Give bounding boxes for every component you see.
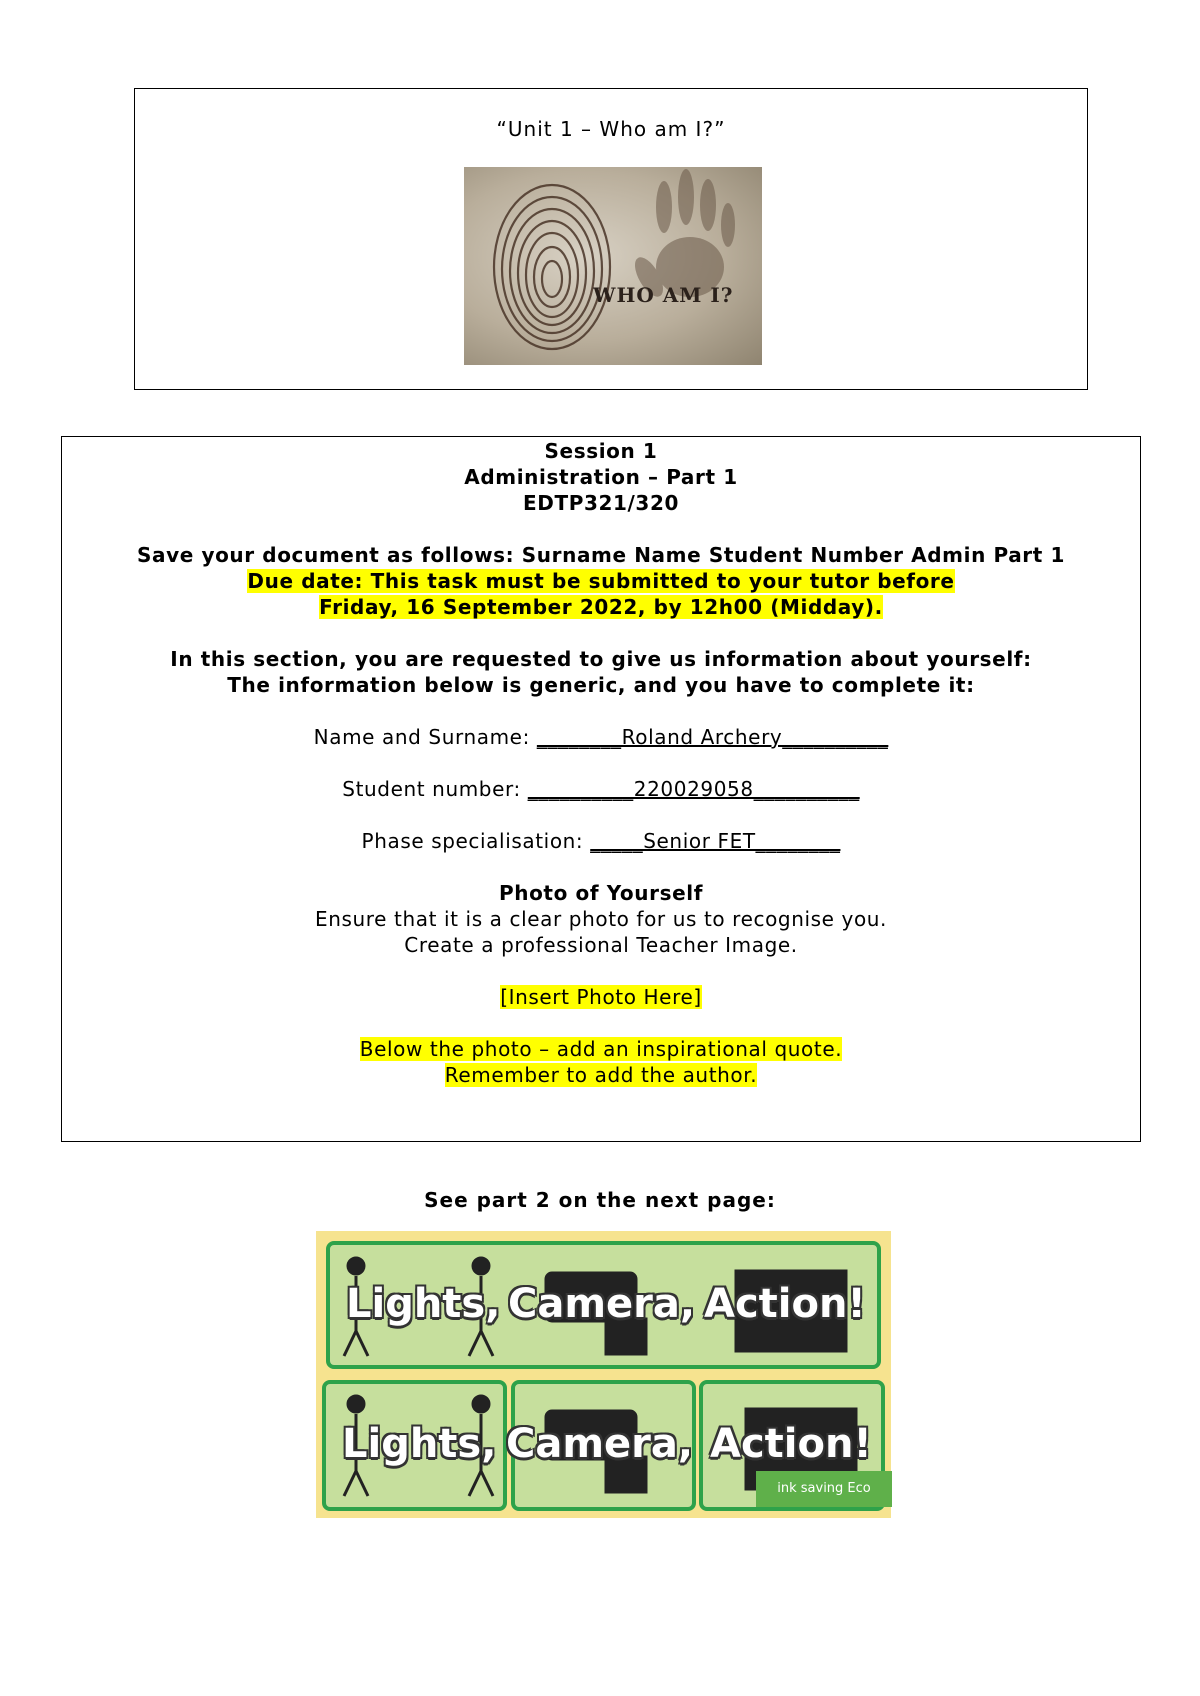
insert-photo-placeholder[interactable]: [Insert Photo Here] <box>500 985 702 1009</box>
banner-word-action-top: Action! <box>704 1281 866 1327</box>
fingerprint-handprint-graphic <box>464 167 762 365</box>
quote-instruction-1: Below the photo – add an inspirational quote. <box>359 1037 843 1061</box>
photo-instruction-2: Create a professional Teacher Image. <box>404 933 798 957</box>
due-date-text-2: Friday, 16 September 2022, by 12h00 (Midday). <box>319 595 883 619</box>
student-number-label: Student number: <box>342 777 528 801</box>
phase-value[interactable]: _____Senior FET________ <box>590 829 841 853</box>
student-number-field[interactable] <box>62 777 1140 801</box>
session-box <box>61 436 1141 1142</box>
insert-photo-line[interactable] <box>62 985 1140 1009</box>
admin-part: Administration – Part 1 <box>464 465 738 489</box>
next-page-caption: See part 2 on the next page: <box>424 1188 776 1212</box>
course-code: EDTP321/320 <box>523 491 679 515</box>
due-date-text-1: Due date: This task must be submitted to your tutor before <box>247 569 955 593</box>
name-field[interactable] <box>62 725 1140 749</box>
banner-word-camera-top: Camera, <box>508 1281 696 1327</box>
photo-instruction-1: Ensure that it is a clear photo for us to recognise you. <box>314 907 888 931</box>
session-number: Session 1 <box>544 439 658 463</box>
save-instruction: Save your document as follows: Surname Name Student Number Admin Part 1 <box>136 543 1065 567</box>
quote-instruction-2: Remember to add the author. <box>444 1063 758 1087</box>
phase-field[interactable] <box>62 829 1140 853</box>
name-label: Name and Surname: <box>313 725 537 749</box>
quote-line-2 <box>62 1063 1140 1087</box>
phase-label: Phase specialisation: <box>361 829 591 853</box>
photo-heading: Photo of Yourself <box>498 881 704 905</box>
ink-saving-eco-badge: ink saving Eco <box>756 1471 892 1507</box>
unit-title: “Unit 1 – Who am I?” <box>496 117 726 141</box>
banner-word-lights-bottom: Lights, <box>342 1421 497 1467</box>
student-number-value[interactable]: __________220029058__________ <box>527 777 860 801</box>
intro-line-1: In this section, you are requested to give us information about yourself: <box>170 647 1032 671</box>
due-date-line-2 <box>62 595 1140 619</box>
quote-line-1 <box>62 1037 1140 1061</box>
name-value[interactable]: ________Roland Archery__________ <box>536 725 889 749</box>
unit-title-box <box>134 88 1088 390</box>
intro-line-2: The information below is generic, and you have to complete it: <box>227 673 975 697</box>
who-am-i-text: WHO AM I? <box>593 283 734 307</box>
due-date-line-1 <box>62 569 1140 593</box>
lights-camera-action-banner <box>316 1231 891 1518</box>
banner-word-action-bottom: Action! <box>710 1421 872 1467</box>
banner-word-camera-bottom: Camera, <box>506 1421 694 1467</box>
banner-word-lights-top: Lights, <box>346 1281 501 1327</box>
who-am-i-image <box>464 167 762 365</box>
